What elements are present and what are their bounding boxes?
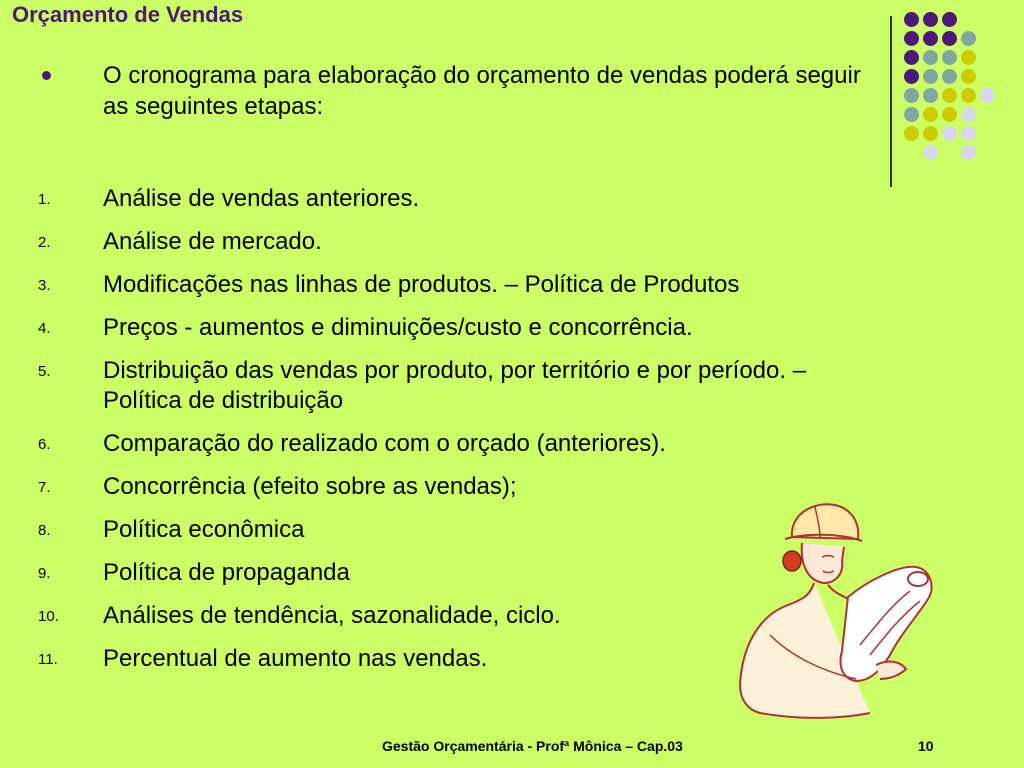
intro-text: O cronograma para elaboração do orçamento de vendas poderá seguir as seguintes etapas: [103,62,861,120]
decorative-dot [942,107,957,122]
decorative-dot [904,69,919,84]
decorative-dot [923,31,938,46]
decorative-dot [904,50,919,65]
decorative-dot [980,88,995,103]
bullet-icon [42,71,51,80]
decorative-dot [904,107,919,122]
decorative-dot [923,69,938,84]
item-text: Distribuição das vendas por produto, por território e por período. – Política de distribuição [103,357,807,414]
item-number: 11. [38,651,58,668]
item-number: 7. [38,479,51,496]
list-item [38,184,918,214]
decorative-dot [923,126,938,141]
page-number: 10 [918,738,934,754]
item-text: Comparação do realizado com o orçado (anteriores). [103,430,666,457]
item-number: 9. [38,565,51,582]
list-item [38,429,918,459]
decorative-dot [923,107,938,122]
decorative-dot [904,12,919,27]
decorative-dot [942,12,957,27]
item-number: 6. [38,436,51,453]
decorative-dot [961,31,976,46]
decorative-dot [961,145,976,160]
decorative-dot [923,88,938,103]
engineer-clipart [730,495,940,720]
decorative-dot [923,145,938,160]
item-text: Preços - aumentos e diminuições/custo e concorrência. [103,314,693,341]
list-item [38,313,918,343]
footer-course: Gestão Orçamentária - Profª Mônica – Cap.03 [382,738,683,754]
decorative-dot [923,50,938,65]
item-number: 3. [38,277,51,294]
decorative-dot [942,50,957,65]
item-number: 5. [38,363,51,380]
item-text: Política econômica [103,516,305,543]
decorative-dot [961,50,976,65]
decorative-dot [961,69,976,84]
decorative-dot [942,69,957,84]
decorative-dot [942,88,957,103]
decorative-divider [890,16,892,187]
item-text: Análise de mercado. [103,228,322,255]
decorative-dot [961,107,976,122]
item-text: Percentual de aumento nas vendas. [103,645,488,672]
item-text: Concorrência (efeito sobre as vendas); [103,473,517,500]
item-number: 1. [38,191,51,208]
list-item [38,227,918,257]
slide-title: Orçamento de Vendas [12,2,244,27]
item-text: Modificações nas linhas de produtos. – Política de Produtos [103,271,740,298]
item-text: Análise de vendas anteriores. [103,185,420,212]
item-number: 2. [38,234,51,251]
item-number: 4. [38,320,51,337]
decorative-dot [923,12,938,27]
decorative-dot-grid [904,12,1014,172]
item-number: 10. [38,608,59,625]
item-text: Política de propaganda [103,559,350,586]
decorative-dot [904,88,919,103]
decorative-dot [961,88,976,103]
decorative-dot [942,31,957,46]
intro-bullet [42,60,872,122]
item-text: Análises de tendência, sazonalidade, ciclo. [103,602,561,629]
decorative-dot [942,126,957,141]
decorative-dot [904,126,919,141]
decorative-dot [961,126,976,141]
decorative-dot [904,31,919,46]
list-item [38,356,918,416]
list-item [38,270,918,300]
item-number: 8. [38,522,51,539]
